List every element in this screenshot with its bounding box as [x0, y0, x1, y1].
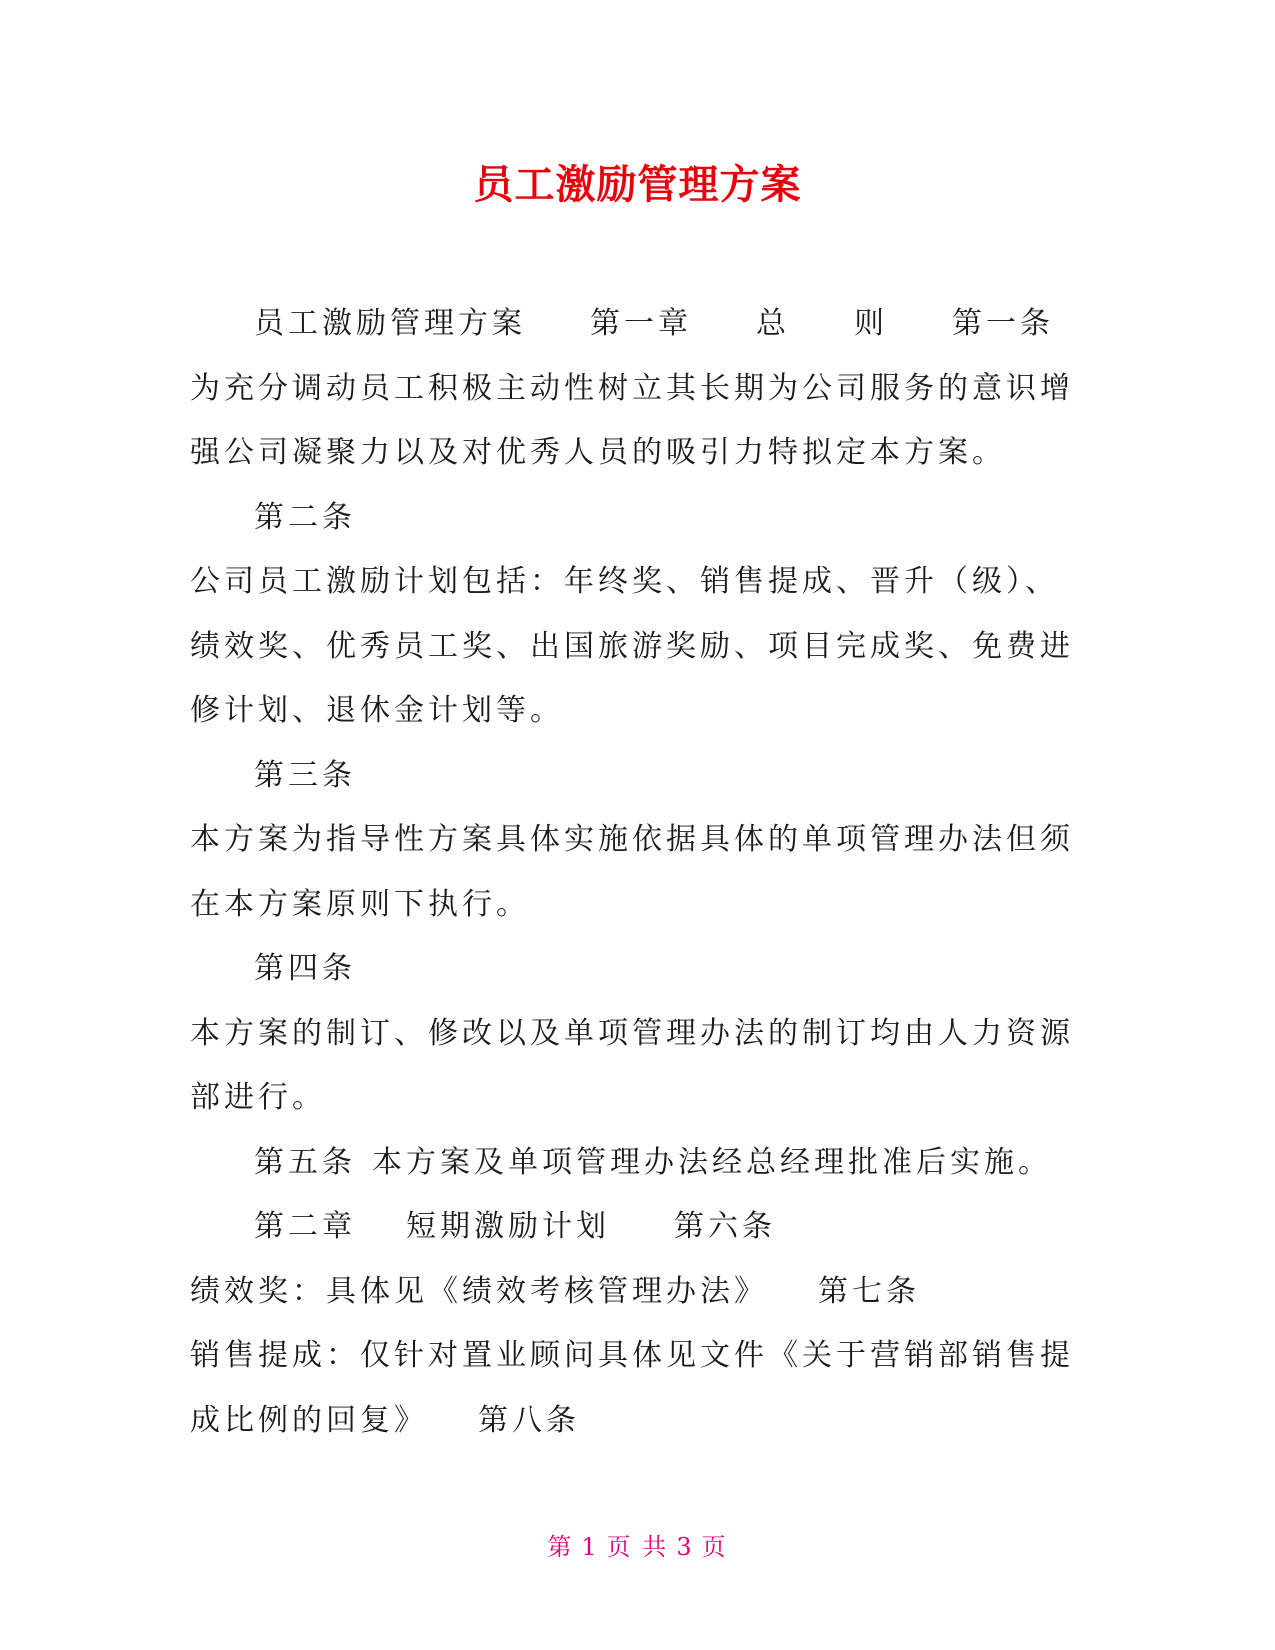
footer-suffix: 页: [701, 1533, 728, 1561]
page-footer: [0, 1532, 1275, 1562]
article-3-text: 本方案为指导性方案具体实施依据具体的单项管理办法但须在本方案原则下执行。: [190, 822, 1074, 922]
article-8-label: 第八条: [478, 1402, 580, 1438]
footer-prefix: 第: [547, 1533, 574, 1561]
page-title: 员工激励管理方案: [473, 162, 802, 208]
article-5-label: 第五条: [254, 1144, 356, 1180]
chapter-1-label: 第一章: [590, 306, 692, 341]
article-2-label: 第二条: [254, 499, 356, 535]
article-5-text: 本方案及单项管理办法经总经理批准后实施。: [372, 1144, 1052, 1180]
article-7-text: 销售提成：仅针对置业顾问具体见文件《关于营销部销售提成比例的回复》: [190, 1338, 1074, 1438]
article-4-text: 本方案的制订、修改以及单项管理办法的制订均由人力资源部进行。: [190, 1015, 1074, 1115]
article-1-label: 第一条: [952, 306, 1054, 341]
footer-mid: 页 共: [606, 1533, 669, 1561]
chapter-2-label: 第二章: [254, 1209, 356, 1244]
article-4-label: 第四条: [254, 951, 356, 986]
article-2-text: 公司员工激励计划包括：年终奖、销售提成、晋升（级）、绩效奖、优秀员工奖、出国旅游奖励、项目完成奖、免费进修计划、退休金计划等。: [190, 564, 1074, 728]
chapter-2-title: 短期激励计划: [406, 1209, 610, 1244]
article-3-label: 第三条: [254, 757, 356, 793]
doc-heading-inline: 员工激励管理方案: [254, 306, 526, 341]
paragraph-article-7: [190, 1324, 1085, 1453]
paragraph-article-1: [190, 292, 1085, 486]
chapter-1-title-char-2: 则: [854, 306, 888, 341]
paragraph-article-6: [190, 1260, 1085, 1325]
article-1-text: 为充分调动员工积极主动性树立其长期为公司服务的意识增强公司凝聚力以及对优秀人员的吸引力特拟定本方案。: [190, 370, 1074, 470]
paragraph-article-5: [190, 1131, 1085, 1196]
article-6-text: 绩效奖：具体见《绩效考核管理办法》: [190, 1273, 768, 1309]
article-6-label: 第六条: [674, 1209, 776, 1244]
paragraph-chapter-2: [190, 1195, 1085, 1260]
footer-page-number: 1: [581, 1533, 599, 1561]
document-body: [190, 292, 1085, 1453]
footer-total-pages: 3: [676, 1533, 694, 1561]
chapter-1-title-char-1: 总: [756, 306, 790, 341]
article-7-label: 第七条: [818, 1273, 920, 1309]
